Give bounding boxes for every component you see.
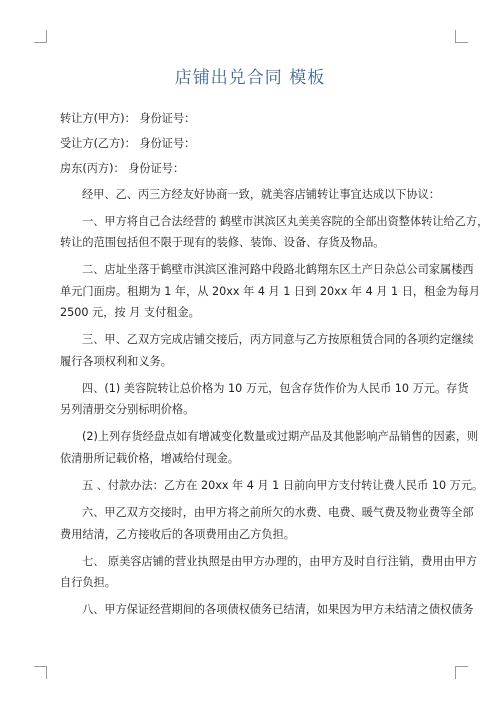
clause-7-line-2: 自行负担。	[60, 576, 116, 590]
clause-6-line-2: 费用结清，乙方接收后的各项费用由乙方负担。	[60, 527, 295, 541]
corner-mark-top-left	[34, 30, 47, 43]
clause-4-line-2: 另列清册交分别标明价格。	[60, 403, 195, 417]
party-landlord-line: 房东(丙方)： 身份证号：	[60, 162, 185, 176]
document-body	[60, 108, 489, 621]
corner-mark-top-right	[455, 30, 468, 43]
clause-3-line-2: 履行各项权利和义务。	[60, 354, 172, 368]
party-transferee-line: 受让方(乙方)： 身份证号：	[60, 137, 196, 151]
document-title: 店铺出兑合同 模板	[174, 68, 326, 88]
clause-6-line-1: 六、甲乙双方交接时，由甲方将之前所欠的水费、电费、暖气费及物业费等全部	[82, 506, 474, 520]
clause-7-line-1: 七、 原美容店铺的营业执照是由甲方办理的，由甲方及时自行注销，费用由甲方	[82, 554, 478, 568]
clause-5-line-1: 五 、付款办法：乙方在 20xx 年 4 月 1 日前向甲方支付转让费人民币 10 万元。	[82, 479, 484, 493]
party-transferor-line: 转让方(甲方)： 身份证号：	[60, 112, 196, 125]
clause-1-line-1: 一、甲方将自己合法经营的 鹤壁市淇滨区丸美美容院的全部出资整体转让给乙方，	[82, 214, 489, 228]
clause-3-line-1: 三、甲、乙双方完成店铺交接后，丙方同意与乙方按原租赁合同的各项约定继续	[82, 333, 474, 347]
agreement-preamble: 经甲、乙、丙三方经友好协商一致，就美容店铺转让事宜达成以下协议：	[82, 187, 441, 201]
clause-4-sub2-line-2: 依清册所记载价格，增减给付现金。	[60, 452, 240, 466]
clause-8-line-1: 八、甲方保证经营期间的各项债权债务已结清，如果因为甲方未结清之债权债务	[82, 603, 474, 617]
clause-2-line-3: 2500 元，按 月 支付租金。	[60, 306, 200, 320]
clause-1-line-2: 转让的范围包括但不限于现有的装修、装饰、设备、存货及物品。	[60, 236, 385, 250]
clause-2-line-2: 单元门面房。租期为 1 年，从 20xx 年 4 月 1 日到 20xx 年 4 月 1 日，租金为每月	[60, 284, 481, 298]
clause-4-sub2-line-1: (2)上列存货经盘点如有增减变化数量或过期产品及其他影响产品销售的因素，则	[82, 430, 479, 444]
corner-mark-bottom-right	[455, 666, 468, 679]
corner-mark-bottom-left	[34, 666, 47, 679]
clause-2-line-1: 二、店址坐落于鹤壁市淇滨区淮河路中段路北鹤翔东区土产日杂总公司家属楼西	[82, 263, 474, 277]
clause-4-line-1: 四、(1) 美容院转让总价格为 10 万元，包含存货作价为人民币 10 万元。存货	[82, 381, 469, 395]
